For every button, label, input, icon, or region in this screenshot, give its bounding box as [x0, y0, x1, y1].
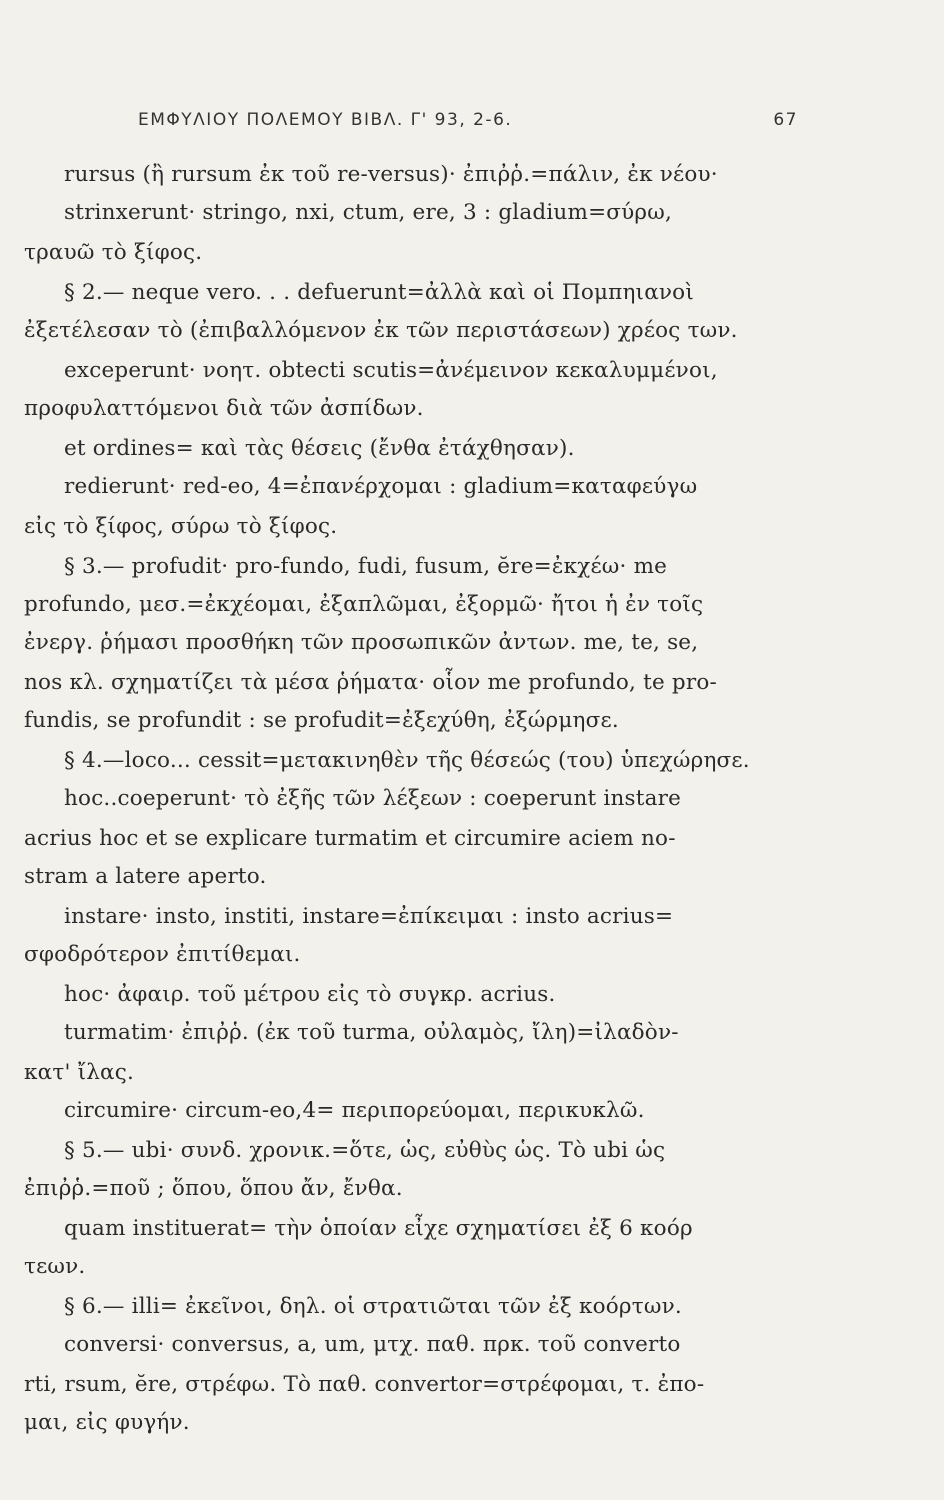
text-line: προφυλαττόμενοι διὰ τῶν ἀσπίδων. [24, 396, 424, 421]
text-line: εἰς τὸ ξίφος, σύρω τὸ ξίφος. [24, 514, 338, 539]
text-line: rursus (ἢ rursum ἐκ τοῦ re-versus)· ἐπιῤῥ.=πάλιν, ἐκ νέου· [64, 162, 718, 187]
text-line: τεων. [24, 1254, 86, 1279]
text-line: § 3.— profudit· pro-fundo, fudi, fusum, ĕre=ἐκχέω· me [64, 554, 668, 579]
text-line: stram a latere aperto. [24, 864, 267, 889]
text-line: conversi· conversus, a, um, μτχ. παθ. πρκ. τοῦ converto [64, 1332, 681, 1357]
text-line: nos κλ. σχηματίζει τὰ μέσα ῥήματα· οἷον me profundo, te pro- [24, 670, 717, 695]
text-line: quam instituerat= τὴν ὁποίαν εἶχε σχηματίσει ἐξ 6 κοόρ [64, 1216, 693, 1241]
text-line: fundis, se profundit : se profudit=ἐξεχύθη, ἐξώρμησε. [24, 708, 619, 733]
text-line: turmatim· ἐπιῤῥ. (ἐκ τοῦ turma, οὐλαμὸς, ἴλη)=ἰλαδὸν- [64, 1020, 679, 1045]
text-line: ἐξετέλεσαν τὸ (ἐπιβαλλόμενον ἐκ τῶν περιστάσεων) χρέος των. [24, 318, 738, 343]
text-line: hoc..coeperunt· τὸ ἐξῆς τῶν λέξεων : coeperunt instare [64, 786, 682, 811]
text-line: acrius hoc et se explicare turmatim et circumire aciem no- [24, 826, 676, 851]
text-line: circumire· circum-eo,4= περιπορεύομαι, περικυκλῶ. [64, 1098, 645, 1123]
text-line: μαι, εἰς φυγήν. [24, 1410, 190, 1435]
text-line: σφοδρότερον ἐπιτίθεμαι. [24, 942, 301, 967]
running-head-title: ΕΜΦΥΛΙΟΥ ΠΟΛΕΜΟΥ ΒΙΒΛ. Γ' 93, 2-6. [138, 110, 513, 130]
text-line: exceperunt· νοητ. obtecti scutis=ἀνέμεινον κεκαλυμμένοι, [64, 358, 718, 383]
running-head [138, 110, 798, 136]
text-line: § 5.— ubi· συνδ. χρονικ.=ὅτε, ὡς, εὐθὺς ὡς. Τὸ ubi ὡς [64, 1138, 666, 1163]
text-line: § 4.—loco... cessit=μετακινηθὲν τῆς θέσεώς (του) ὑπεχώρησε. [64, 748, 750, 773]
text-line: ἐπιῤῥ.=ποῦ ; ὅπου, ὅπου ἄν, ἔνθα. [24, 1176, 403, 1201]
text-line: profundo, μεσ.=ἐκχέομαι, ἐξαπλῶμαι, ἐξορμῶ· ἤτοι ἡ ἐν τοῖς [24, 592, 704, 617]
text-line: instare· insto, institi, instare=ἐπίκειμαι : insto acrius= [64, 904, 674, 929]
text-line: § 2.— neque vero. . . defuerunt=ἀλλὰ καὶ οἱ Πομπηιανοὶ [64, 280, 694, 305]
page-number: 67 [773, 110, 798, 130]
text-line: redierunt· red-eo, 4=ἐπανέρχομαι : gladium=καταφεύγω [64, 474, 698, 499]
text-line: τραυῶ τὸ ξίφος. [24, 240, 203, 265]
text-line: κατ' ἴλας. [24, 1060, 135, 1085]
text-line: ἐνεργ. ῥήμασι προσθήκη τῶν προσωπικῶν ἀντων. me, te, se, [24, 630, 699, 655]
text-line: et ordines= καὶ τὰς θέσεις (ἔνθα ἐτάχθησαν). [64, 436, 575, 461]
text-line: § 6.— illi= ἐκεῖνοι, δηλ. οἱ στρατιῶται τῶν ἐξ κοόρτων. [64, 1294, 682, 1319]
text-line: strinxerunt· stringo, nxi, ctum, ere, 3 : gladium=σύρω, [64, 200, 673, 225]
text-line: hoc· ἀφαιρ. τοῦ μέτρου εἰς τὸ συγκρ. acrius. [64, 982, 556, 1007]
text-line: rti, rsum, ĕre, στρέφω. Τὸ παθ. convertor=στρέφομαι, τ. ἐπο- [24, 1372, 705, 1397]
